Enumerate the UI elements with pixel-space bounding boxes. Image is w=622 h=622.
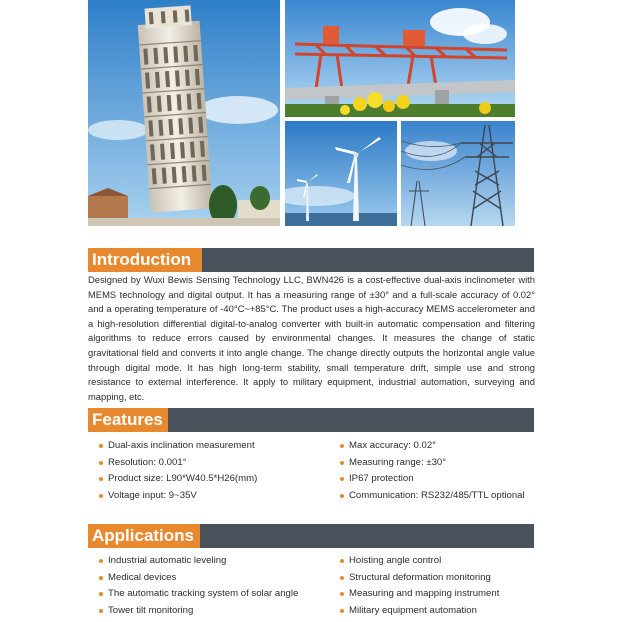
list-item: Dual-axis inclination measurement xyxy=(99,438,257,455)
list-item: Military equipment automation xyxy=(340,603,499,620)
applications-header xyxy=(88,524,534,548)
bullet-dot-icon xyxy=(99,576,103,580)
features-header xyxy=(88,408,534,432)
list-item: Voltage input: 9~35V xyxy=(99,488,257,505)
list-item: IP67 protection xyxy=(340,471,525,488)
list-item: Tower tilt monitoring xyxy=(99,603,298,620)
bullet-dot-icon xyxy=(99,592,103,596)
bullet-dot-icon xyxy=(340,494,344,498)
list-item: Medical devices xyxy=(99,570,298,587)
bullet-dot-icon xyxy=(340,461,344,465)
list-item: Max accuracy: 0.02° xyxy=(340,438,525,455)
bullet-dot-icon xyxy=(340,444,344,448)
introduction-heading: Introduction xyxy=(88,248,202,272)
leaning-tower-photo xyxy=(88,0,280,226)
list-item: Resolution: 0.001° xyxy=(99,455,257,472)
wind-turbines-photo xyxy=(285,121,397,226)
bridge-girder-crane-photo xyxy=(285,0,515,117)
features-list-right xyxy=(340,438,525,504)
bullet-dot-icon xyxy=(340,559,344,563)
list-item: Measuring range: ±30° xyxy=(340,455,525,472)
bullet-dot-icon xyxy=(340,576,344,580)
features-list-left xyxy=(99,438,257,504)
list-item: Industrial automatic leveling xyxy=(99,553,298,570)
list-item: Measuring and mapping instrument xyxy=(340,586,499,603)
introduction-header xyxy=(88,248,534,272)
bullet-dot-icon xyxy=(99,477,103,481)
bullet-dot-icon xyxy=(99,559,103,563)
list-item: Hoisting angle control xyxy=(340,553,499,570)
applications-heading: Applications xyxy=(88,524,200,548)
bullet-dot-icon xyxy=(340,609,344,613)
list-item: Product size: L90*W40.5*H26(mm) xyxy=(99,471,257,488)
features-heading: Features xyxy=(88,408,168,432)
bullet-dot-icon xyxy=(99,461,103,465)
list-item: Structural deformation monitoring xyxy=(340,570,499,587)
list-item: Communication: RS232/485/TTL optional xyxy=(340,488,525,505)
power-transmission-tower-photo xyxy=(401,121,515,226)
applications-list-left xyxy=(99,553,298,619)
bullet-dot-icon xyxy=(99,444,103,448)
list-item: The automatic tracking system of solar angle xyxy=(99,586,298,603)
bullet-dot-icon xyxy=(99,609,103,613)
bullet-dot-icon xyxy=(99,494,103,498)
applications-list-right xyxy=(340,553,499,619)
bullet-dot-icon xyxy=(340,477,344,481)
bullet-dot-icon xyxy=(340,592,344,596)
introduction-paragraph: Designed by Wuxi Bewis Sensing Technology LLC, BWN426 is a cost-effective dual-axis inclinometer with MEMS technology and digital output. It has a measuring range of ±30° and a full-scale accuracy of 0.02° and a operating temperature of -40°C~+85°C. The product uses a high-accuracy MEMS accelerometer and a high-resolution differential digital-to-analog converter with built-in automatic compensation and filtering algorithms to reduce errors caused by environmental changes. It measures the change of static gravitational field and converts it into angle change. The change directly outputs the horizontal angle value through digital mode. It has high long-term stability, small temperature drift, simple use and strong resistance to external interference. It apply to military equipment, industrial automation, surveying and mapping, etc. xyxy=(88,274,535,402)
